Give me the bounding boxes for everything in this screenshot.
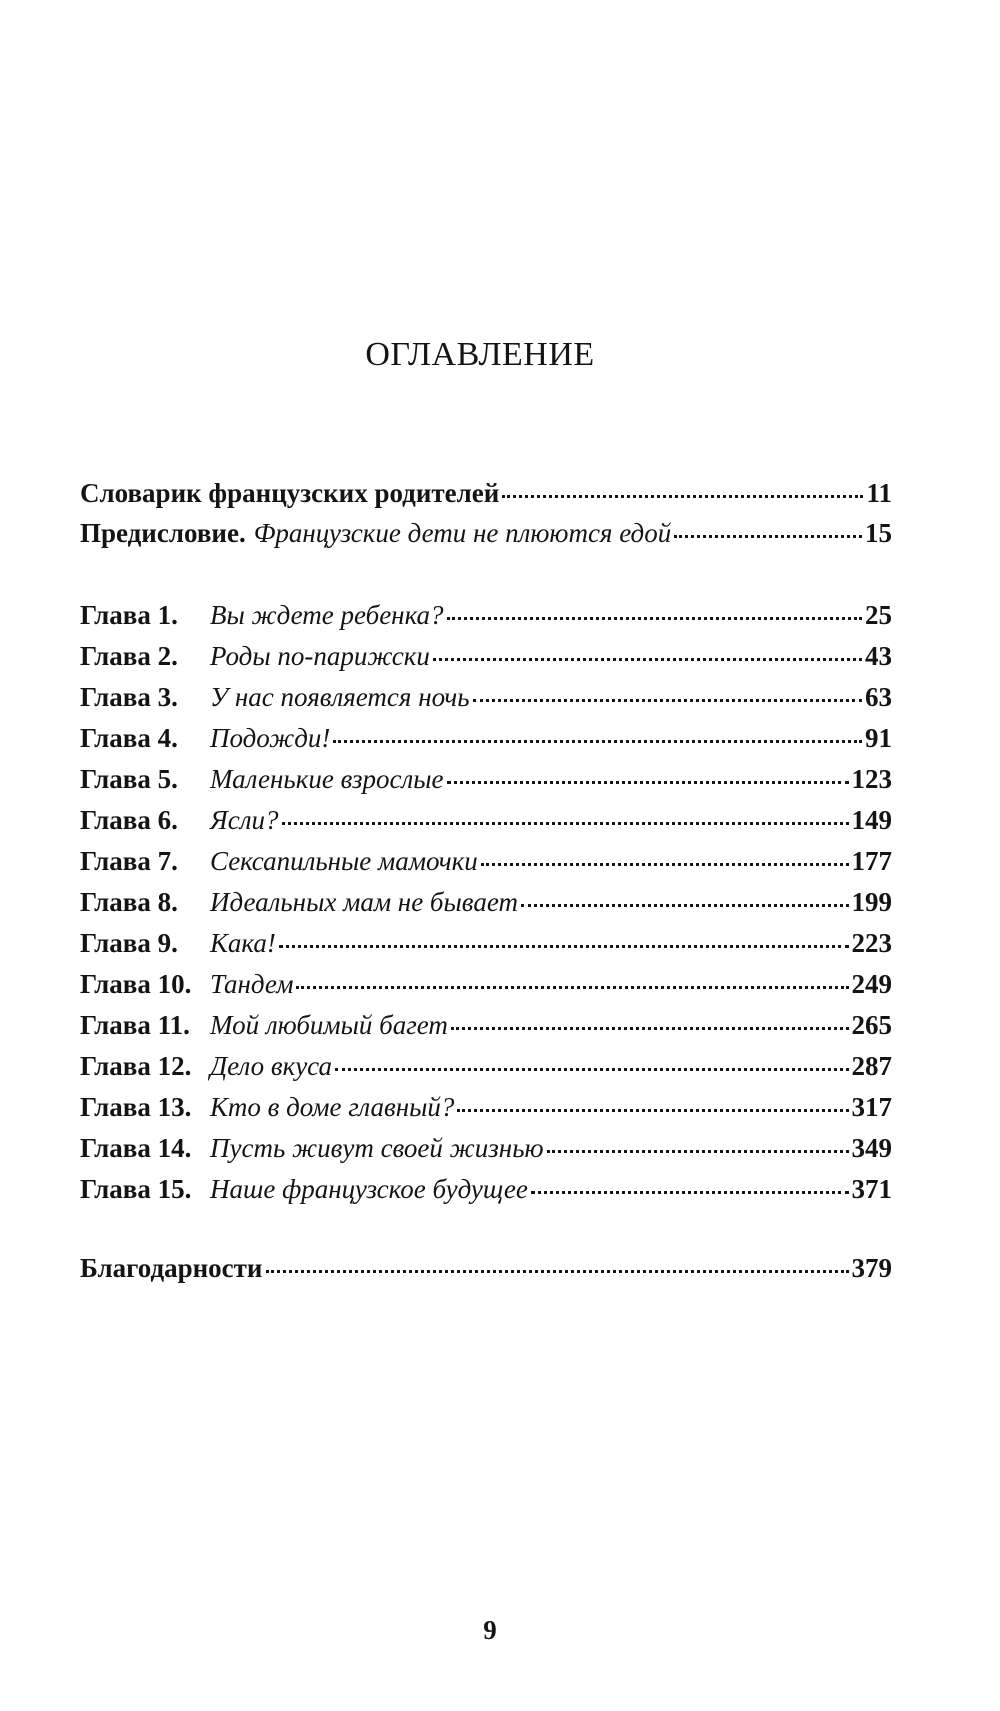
chapter-label: Глава 2.: [80, 641, 178, 671]
toc-entry-chapter: [80, 1005, 892, 1045]
dot-leader: [447, 617, 862, 620]
chapter-label: Глава 4.: [80, 723, 178, 753]
dot-leader: [335, 1068, 849, 1071]
dot-leader: [296, 986, 848, 989]
chapter-title: Пусть живут своей жизнью: [210, 1133, 544, 1163]
entry-page: 379: [851, 1253, 892, 1283]
chapter-title: Ясли?: [210, 805, 279, 835]
chapter-page: 249: [851, 969, 892, 999]
chapter-title: Роды по-парижски: [210, 641, 430, 671]
dot-leader: [279, 945, 849, 948]
chapter-title: Мой любимый багет: [210, 1010, 448, 1040]
chapter-label: Глава 9.: [80, 928, 178, 958]
toc-entry-chapter: [80, 636, 892, 676]
dot-leader: [282, 822, 849, 825]
chapter-page: 25: [865, 600, 892, 630]
chapter-label: Глава 14.: [80, 1133, 192, 1163]
chapter-title: Тандем: [210, 969, 294, 999]
toc-entry-chapter: [80, 1128, 892, 1168]
toc-entry-chapter: [80, 677, 892, 717]
dot-leader: [531, 1191, 849, 1194]
dot-leader: [333, 740, 862, 743]
toc-entry-chapter: [80, 759, 892, 799]
chapter-page: 149: [851, 805, 892, 835]
dot-leader: [473, 699, 862, 702]
chapter-page: 43: [865, 641, 892, 671]
chapter-title: Вы ждете ребенка?: [210, 600, 444, 630]
chapter-page: 177: [851, 846, 892, 876]
chapter-page: 199: [851, 887, 892, 917]
toc-entry-chapter: [80, 1169, 892, 1209]
toc-entry-chapter: [80, 923, 892, 963]
chapter-page: 317: [851, 1092, 892, 1122]
toc-entry-chapter: [80, 595, 892, 635]
dot-leader: [502, 495, 863, 498]
chapter-label: Глава 11.: [80, 1010, 190, 1040]
toc-entry-chapter: [80, 1046, 892, 1086]
chapter-label: Глава 3.: [80, 682, 178, 712]
chapter-label: Глава 5.: [80, 764, 178, 794]
chapter-page: 265: [851, 1010, 892, 1040]
dot-leader: [266, 1270, 849, 1273]
entry-label: Предисловие.: [80, 518, 246, 548]
chapter-label: Глава 7.: [80, 846, 178, 876]
chapter-label: Глава 13.: [80, 1092, 192, 1122]
toc-entry-chapter: [80, 1087, 892, 1127]
dot-leader: [451, 1027, 849, 1030]
chapter-title: Кто в доме главный?: [210, 1092, 455, 1122]
toc-entry-chapter: [80, 841, 892, 881]
chapter-title: Маленькие взрослые: [210, 764, 444, 794]
toc-entry-preface: [80, 513, 892, 553]
dot-leader: [521, 904, 849, 907]
chapter-label: Глава 6.: [80, 805, 178, 835]
page-number: 9: [483, 1615, 497, 1645]
toc-entry-chapter: [80, 964, 892, 1004]
chapter-title: Идеальных мам не бывает: [210, 887, 518, 917]
chapter-page: 223: [851, 928, 892, 958]
entry-subtitle: Французские дети не плюются едой: [253, 518, 672, 548]
toc-entry-chapter: [80, 882, 892, 922]
dot-leader: [447, 781, 849, 784]
chapter-title: Кака!: [210, 928, 276, 958]
chapter-page: 371: [851, 1174, 892, 1204]
chapter-title: Наше французское будущее: [210, 1174, 528, 1204]
chapter-page: 287: [851, 1051, 892, 1081]
dot-leader: [457, 1109, 848, 1112]
entry-label: Словарик французских родителей: [80, 478, 500, 508]
toc-entry-chapter: [80, 718, 892, 758]
chapter-page: 91: [865, 723, 892, 753]
page-title: ОГЛАВЛЕНИЕ: [365, 336, 595, 373]
dot-leader: [433, 658, 862, 661]
chapter-label: Глава 10.: [80, 969, 192, 999]
dot-leader: [481, 863, 849, 866]
chapter-page: 123: [851, 764, 892, 794]
chapter-page: 349: [851, 1133, 892, 1163]
chapter-label: Глава 12.: [80, 1051, 192, 1081]
chapter-label: Глава 1.: [80, 600, 178, 630]
toc-entry-glossary: [80, 473, 892, 513]
chapter-label: Глава 15.: [80, 1174, 192, 1204]
chapter-title: Дело вкуса: [210, 1051, 332, 1081]
entry-page: 15: [865, 518, 892, 548]
toc-entry-acknowledgements: [80, 1248, 892, 1288]
chapter-title: Сексапильные мамочки: [210, 846, 478, 876]
entry-label: Благодарности: [80, 1253, 263, 1283]
chapter-title: У нас появляется ночь: [210, 682, 470, 712]
toc-entry-chapter: [80, 800, 892, 840]
chapter-label: Глава 8.: [80, 887, 178, 917]
chapter-title: Подожди!: [210, 723, 331, 753]
dot-leader: [547, 1150, 849, 1153]
chapter-page: 63: [865, 682, 892, 712]
dot-leader: [674, 535, 862, 538]
entry-page: 11: [866, 478, 892, 508]
